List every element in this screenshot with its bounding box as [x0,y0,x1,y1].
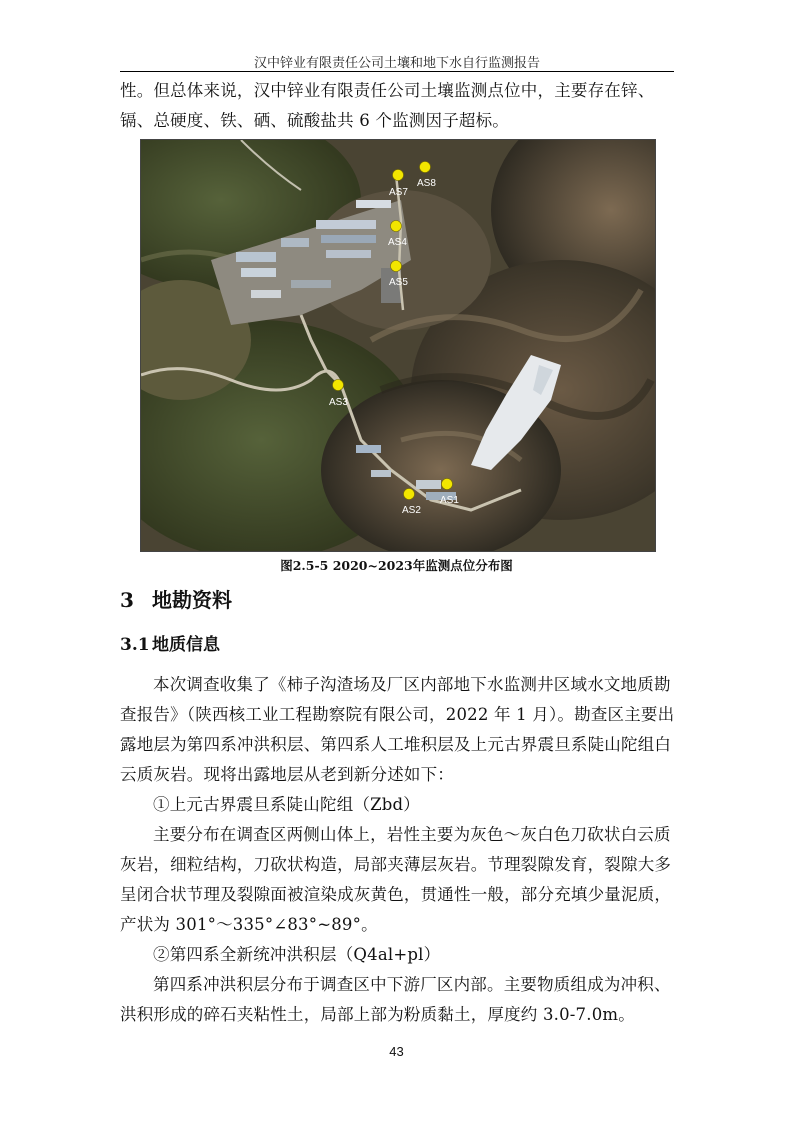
section-number: 3 [120,588,134,612]
subsection-title: 地质信息 [152,635,220,655]
subsection-heading [120,630,220,655]
list-item-2: ②第四系全新统冲洪积层（Q4al+pl） [153,945,441,964]
marker-label-as5: AS5 [389,277,408,288]
header-rule [120,71,674,72]
marker-label-as1: AS1 [440,495,459,506]
marker-label-as8: AS8 [417,178,436,189]
body-paragraph-1: 本次调查收集了《柿子沟渣场及厂区内部地下水监测井区域水文地质勘查报告》（陕西核工业工程勘察院有限公司，2022 年 1 月）。勘查区主要出露地层为第四系冲洪积层、第四系人工堆积层及上元古界震旦系陡山陀组白云质灰岩。现将出露地层从老到新分述如下： [120,675,675,784]
header-title: 汉中锌业有限责任公司土壤和地下水自行监测报告 [253,56,540,71]
intro-paragraph: 性。但总体来说，汉中锌业有限责任公司土壤监测点位中，主要存在锌、镉、总硬度、铁、硒、硫酸盐共 6 个监测因子超标。 [120,81,655,130]
marker-label-as2: AS2 [402,505,421,516]
subsection-number: 3.1 [120,635,150,655]
section-heading [120,584,232,613]
figure-caption: 图2.5-5 2020~2023年监测点位分布图 [280,558,513,573]
marker-label-as3: AS3 [329,397,348,408]
body-paragraph-3: 第四系冲洪积层分布于调查区中下游厂区内部。主要物质组成为冲积、洪积形成的碎石夹粘性土，局部上部为粉质黏土，厚度约 3.0-7.0m。 [120,975,671,1024]
marker-label-as7: AS7 [389,187,408,198]
section-title: 地勘资料 [152,588,232,612]
satellite-map [141,140,655,551]
page-header [120,44,674,72]
page-number: 43 [389,1044,404,1059]
monitoring-map-image [140,139,656,552]
body-paragraph-2: 主要分布在调查区两侧山体上，岩性主要为灰色～灰白色刀砍状白云质灰岩，细粒结构，刀砍状构造，局部夹薄层灰岩。节理裂隙发育，裂隙大多呈闭合状节理及裂隙面被渲染成灰黄色，贯通性一般，部分充填少量泥质，产状为 301°～335°∠83°~89°。 [120,825,672,934]
list-item-1: ①上元古界震旦系陡山陀组（Zbd） [153,795,420,814]
marker-label-as4: AS4 [388,237,407,248]
